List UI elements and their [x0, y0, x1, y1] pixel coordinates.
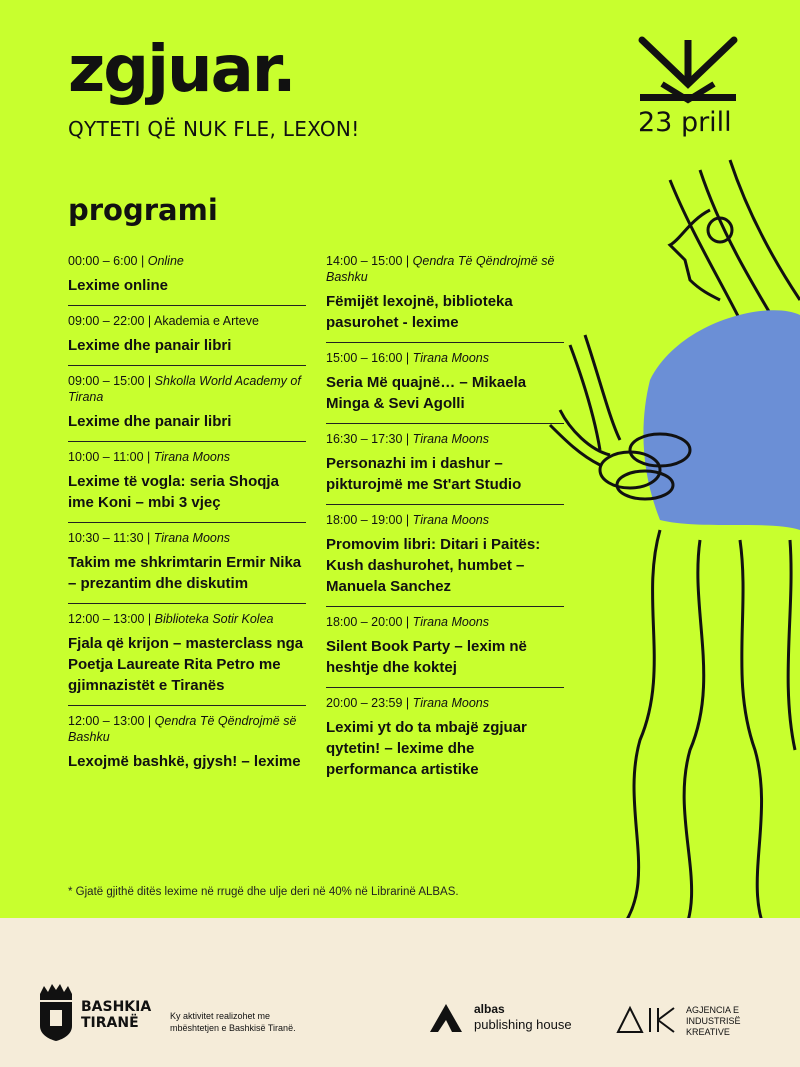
venue: Tirana Moons — [412, 432, 489, 446]
entry-time — [68, 611, 306, 627]
program-entry — [326, 505, 564, 607]
entry-time — [326, 253, 564, 285]
albas-subtitle: publishing house — [474, 1017, 572, 1032]
time-range: 15:00 – 16:00 | — [326, 351, 410, 365]
venue: Tirana Moons — [412, 615, 489, 629]
time-range: 12:00 – 13:00 | — [68, 612, 152, 626]
venue: Tirana Moons — [412, 513, 489, 527]
albas-name: albas — [474, 1002, 505, 1016]
time-range: 18:00 – 20:00 | — [326, 615, 410, 629]
entry-title: Takim me shkrimtarin Ermir Nika – prezantim dhe diskutim — [68, 554, 302, 592]
entry-title: Lexojmë bashkë, gjysh! – lexime — [68, 753, 301, 770]
time-range: 12:00 – 13:00 | — [68, 714, 152, 728]
brand-wordmark: zgjuar. — [68, 33, 295, 107]
venue: Biblioteka Sotir Kolea — [154, 612, 274, 626]
section-title: programi — [68, 193, 218, 227]
entry-time — [326, 512, 564, 528]
program-entry — [68, 706, 306, 781]
venue: Qendra Të Qëndrojmë së Bashku — [68, 714, 297, 744]
entry-title: Personazhi im i dashur – pikturojmë me St'art Studio — [326, 455, 522, 493]
program-entry — [68, 366, 306, 442]
time-range: 20:00 – 23:59 | — [326, 696, 410, 710]
entry-title: Fëmijët lexojnë, biblioteka pasurohet - lexime — [326, 293, 513, 331]
tirana-crest-icon — [36, 980, 76, 1042]
entry-time — [326, 614, 564, 630]
program-entry — [68, 306, 306, 366]
support-note: Ky aktivitet realizohet me mbështetjen e Bashkisë Tiranë. — [170, 1011, 296, 1033]
venue: Tirana Moons — [153, 531, 231, 545]
program-entry — [326, 607, 564, 688]
program-entry — [68, 246, 306, 306]
entry-time — [68, 313, 306, 329]
program-entry — [68, 442, 306, 523]
entry-title: Lexime dhe panair libri — [68, 413, 232, 430]
program-entry — [326, 688, 564, 789]
entry-title: Leximi yt do ta mbajë zgjuar qytetin! – lexime dhe performanca artistike — [326, 719, 527, 778]
entry-title: Seria Më quajnë… – Mikaela Minga & Sevi Agolli — [326, 374, 527, 412]
program-entry — [326, 424, 564, 505]
entry-title: Promovim libri: Ditari i Paitës: Kush dashurohet, humbet – Manuela Sanchez — [326, 536, 541, 595]
venue: Akademia e Arteve — [153, 314, 259, 328]
municipality-name: BASHKIA TIRANË — [81, 999, 152, 1031]
time-range: 00:00 – 6:00 | — [68, 254, 145, 268]
program-entry — [68, 604, 306, 706]
time-range: 18:00 – 19:00 | — [326, 513, 410, 527]
entry-time — [326, 431, 564, 447]
venue: Online — [147, 254, 184, 268]
venue: Shkolla World Academy of Tirana — [68, 374, 301, 404]
time-range: 16:30 – 17:30 | — [326, 432, 410, 446]
program-entry — [68, 523, 306, 604]
time-range: 09:00 – 15:00 | — [68, 374, 152, 388]
entry-title: Lexime online — [68, 277, 169, 294]
program-entry — [326, 343, 564, 424]
aik-logo-icon — [616, 1004, 684, 1034]
entry-title: Fjala që krijon – masterclass nga Poetja Laureate Rita Petro me gjimnazistët e Tiranës — [68, 635, 304, 694]
sponsor-footer — [0, 918, 800, 1067]
venue: Qendra Të Qëndrojmë së Bashku — [326, 254, 555, 284]
entry-title: Lexime dhe panair libri — [68, 337, 232, 354]
festival-logo-icon — [636, 36, 740, 108]
entry-title: Silent Book Party – lexim në heshtje dhe koktej — [326, 638, 527, 676]
venue: Tirana Moons — [412, 351, 489, 365]
agency-name: AGJENCIA E INDUSTRISË KREATIVE — [686, 1005, 741, 1037]
reader-illustration — [540, 150, 800, 990]
entry-title: Lexime të vogla: seria Shoqja ime Koni – mbi 3 vjeç — [68, 473, 279, 511]
time-range: 10:30 – 11:30 | — [68, 531, 151, 545]
program-entry — [326, 246, 564, 343]
time-range: 09:00 – 22:00 | — [68, 314, 152, 328]
footnote: * Gjatë gjithë ditës lexime në rrugë dhe ulje deri në 40% në Librarinë ALBAS. — [68, 886, 459, 898]
entry-time — [326, 350, 564, 366]
entry-time — [326, 695, 564, 711]
entry-time — [68, 713, 306, 745]
venue: Tirana Moons — [412, 696, 489, 710]
time-range: 14:00 – 15:00 | — [326, 254, 410, 268]
venue: Tirana Moons — [153, 450, 231, 464]
albas-logo-icon — [426, 998, 466, 1038]
entry-time — [68, 373, 306, 405]
program-column-right — [326, 246, 564, 789]
time-range: 10:00 – 11:00 | — [68, 450, 151, 464]
event-date: 23 prill — [638, 107, 732, 138]
entry-time — [68, 449, 306, 465]
tagline: QYTETI QË NUK FLE, LEXON! — [68, 117, 360, 141]
program-column-left — [68, 246, 306, 781]
entry-time — [68, 253, 306, 269]
entry-time — [68, 530, 306, 546]
